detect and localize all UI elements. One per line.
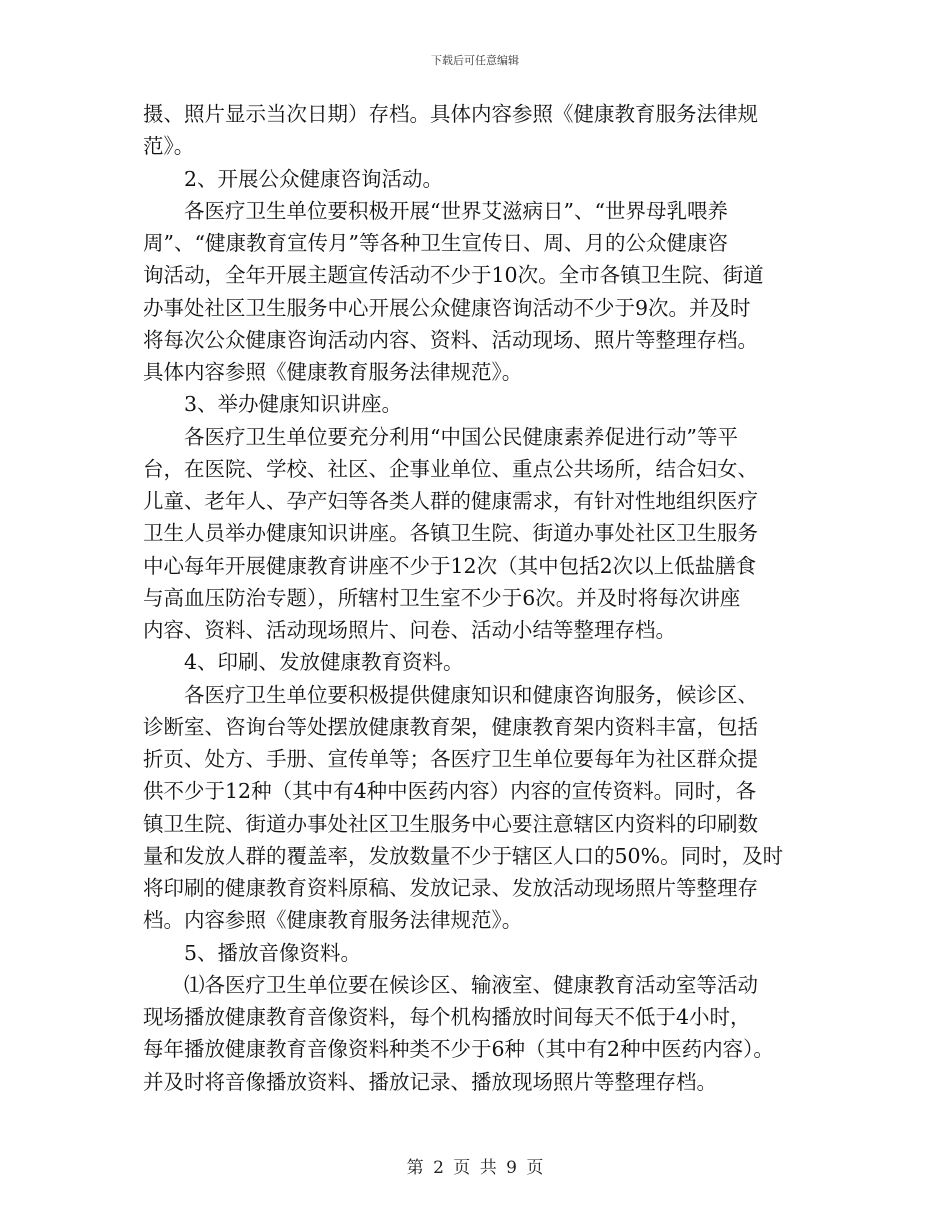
text-line: 摄、照片显示当次日期）存档。具体内容参照《健康教育服务法律规 <box>143 102 758 126</box>
text-line: 并及时将音像播放资料、播放记录、播放现场照片等整理存档。 <box>143 1069 717 1094</box>
text-line: 每年播放健康教育音像资料种类不少于6种（其中有2种中医药内容）。 <box>143 1037 774 1062</box>
document-body <box>143 98 823 1098</box>
text-line: 与高血压防治专题），所辖村卫生室不少于6次。并及时将每次讲座 <box>143 585 741 610</box>
page-number-footer: 第 2 页 共 9 页 <box>406 1158 544 1178</box>
text-line: 诊断室、咨询台等处摆放健康教育架，健康教育架内资料丰富，包括 <box>143 714 758 739</box>
section-heading: 3、举办健康知识讲座。 <box>184 392 403 417</box>
section-heading: 4、印刷、发放健康教育资料。 <box>184 650 464 675</box>
text-line: 将每次公众健康咨询活动内容、资料、活动现场、照片等整理存档。 <box>143 327 758 352</box>
text-line: 将印刷的健康教育资料原稿、发放记录、发放活动现场照片等整理存 <box>143 876 758 900</box>
text-line: 询活动，全年开展主题宣传活动不少于10次。全市各镇卫生院、街道 <box>143 263 764 288</box>
text-line: ⑴各医疗卫生单位要在候诊区、输液室、健康教育活动室等活动 <box>184 972 758 997</box>
text-line: 各医疗卫生单位要积极提供健康知识和健康咨询服务，候诊区、 <box>184 682 758 707</box>
text-line: 各医疗卫生单位要充分利用“中国公民健康素养促进行动”等平 <box>184 424 738 449</box>
text-line: 范》。 <box>143 134 195 159</box>
page-header: 下载后可任意编辑 <box>431 54 519 67</box>
text-line: 各医疗卫生单位要积极开展“世界艾滋病日”、“世界母乳喂养 <box>184 198 728 223</box>
text-line: 卫生人员举办健康知识讲座。各镇卫生院、街道办事处社区卫生服务 <box>143 521 758 546</box>
section-heading: 2、开展公众健康咨询活动。 <box>184 166 444 191</box>
text-line: 具体内容参照《健康教育服务法律规范》。 <box>143 360 523 384</box>
text-line: 台，在医院、学校、社区、企事业单位、重点公共场所，结合妇女、 <box>143 456 758 481</box>
text-line: 中心每年开展健康教育讲座不少于12次（其中包括2次以上低盐膳食 <box>143 553 757 578</box>
text-line: 现场播放健康教育音像资料，每个机构播放时间每天不低于4小时， <box>143 1005 751 1029</box>
text-line: 折页、处方、手册、宣传单等；各医疗卫生单位要每年为社区群众提 <box>143 747 758 771</box>
text-line: 供不少于12种（其中有4种中医药内容）内容的宣传资料。同时，各 <box>143 779 757 804</box>
text-line: 办事处社区卫生服务中心开展公众健康咨询活动不少于9次。并及时 <box>143 295 751 320</box>
text-line: 档。内容参照《健康教育服务法律规范》。 <box>143 908 523 933</box>
text-line: 儿童、老年人、孕产妇等各类人群的健康需求，有针对性地组织医疗 <box>143 489 758 513</box>
text-line: 镇卫生院、街道办事处社区卫生服务中心要注意辖区内资料的印刷数 <box>143 811 758 836</box>
section-heading: 5、播放音像资料。 <box>184 940 362 965</box>
text-line: 量和发放人群的覆盖率，发放数量不少于辖区人口的50%。同时，及时 <box>143 843 784 868</box>
text-line: 周”、“健康教育宣传月”等各种卫生宣传日、周、月的公众健康咨 <box>143 231 728 255</box>
text-line: 内容、资料、活动现场照片、问卷、活动小结等整理存档。 <box>143 618 676 642</box>
